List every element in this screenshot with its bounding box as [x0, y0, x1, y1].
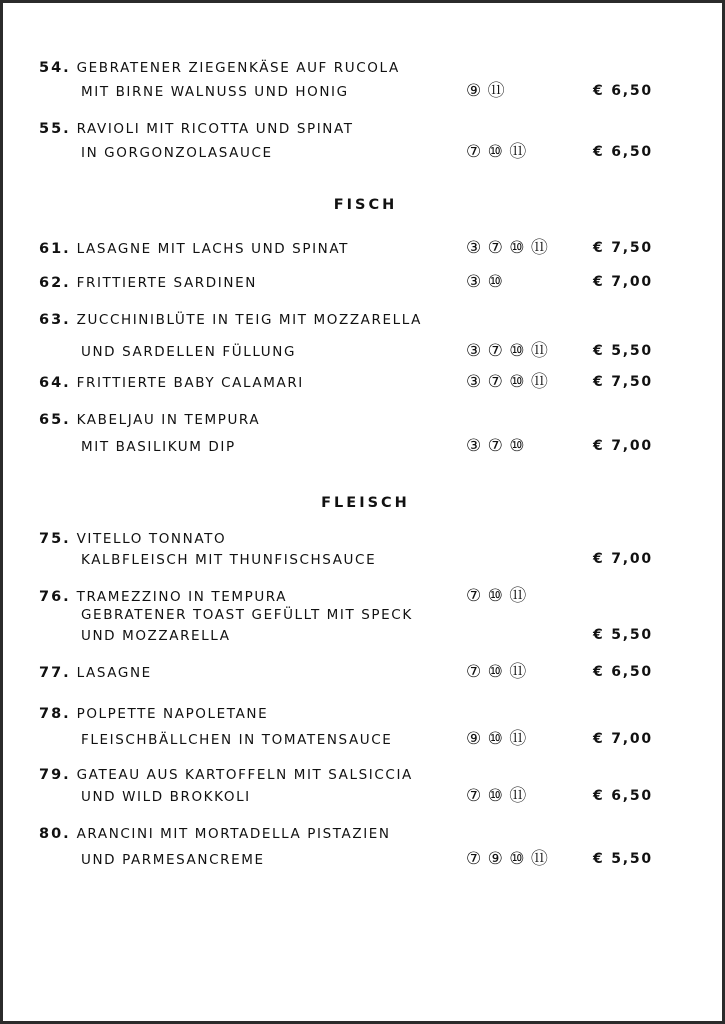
item-price: € 6,50	[593, 144, 653, 160]
menu-item-80-line2: UND PARMESANCREME	[81, 852, 265, 868]
menu-item-55-line1	[39, 121, 354, 137]
menu-item-62	[39, 275, 257, 291]
item-price: € 7,50	[593, 374, 653, 390]
allergen-codes: ⑦ ⑨ ⑩ ⑪	[466, 849, 549, 869]
menu-item-79-line2: UND WILD BROKKOLI	[81, 789, 251, 805]
allergen-codes: ⑦ ⑩ ⑪	[466, 786, 527, 806]
item-price: € 5,50	[593, 627, 653, 643]
section-title-fisch: FISCH	[333, 197, 398, 213]
menu-item-64	[39, 375, 304, 391]
menu-item-75-line1	[39, 531, 226, 547]
allergen-codes: ⑦ ⑩ ⑪	[466, 142, 527, 162]
item-number: 77.	[39, 665, 71, 681]
allergen-codes: ⑦ ⑩ ⑪	[466, 662, 527, 682]
item-number: 61.	[39, 241, 71, 257]
item-title: LASAGNE	[76, 665, 152, 681]
allergen-codes: ③ ⑦ ⑩	[466, 436, 526, 456]
menu-item-61	[39, 241, 349, 257]
item-price: € 7,50	[593, 240, 653, 256]
menu-item-76-line1	[39, 589, 287, 605]
menu-item-80-line1	[39, 826, 391, 842]
item-price: € 7,00	[593, 274, 653, 290]
item-number: 75.	[39, 531, 71, 547]
item-number: 54.	[39, 60, 71, 76]
allergen-codes: ③ ⑦ ⑩ ⑪	[466, 238, 549, 258]
item-price: € 7,00	[593, 438, 653, 454]
item-price: € 7,00	[593, 731, 653, 747]
item-title: ARANCINI MIT MORTADELLA PISTAZIEN	[76, 826, 391, 842]
menu-item-63-line2: UND SARDELLEN FÜLLUNG	[81, 344, 297, 360]
item-price: € 6,50	[593, 664, 653, 680]
item-title: FRITTIERTE SARDINEN	[76, 275, 257, 291]
item-title: RAVIOLI MIT RICOTTA UND SPINAT	[76, 121, 354, 137]
item-title: ZUCCHINIBLÜTE IN TEIG MIT MOZZARELLA	[76, 312, 422, 328]
menu-item-63-line1	[39, 312, 422, 328]
item-price: € 5,50	[593, 851, 653, 867]
item-title: TRAMEZZINO IN TEMPURA	[76, 589, 288, 605]
item-number: 79.	[39, 767, 71, 783]
item-number: 65.	[39, 412, 71, 428]
item-title: GATEAU AUS KARTOFFELN MIT SALSICCIA	[76, 767, 413, 783]
menu-item-77	[39, 665, 152, 681]
menu-item-65-line2: MIT BASILIKUM DIP	[81, 439, 236, 455]
allergen-codes: ③ ⑩	[466, 272, 504, 292]
menu-item-76-line3: UND MOZZARELLA	[81, 628, 231, 644]
menu-item-78-line2: FLEISCHBÄLLCHEN IN TOMATENSAUCE	[81, 732, 393, 748]
item-price: € 5,50	[593, 343, 653, 359]
menu-item-79-line1	[39, 767, 413, 783]
menu-item-78-line1	[39, 706, 268, 722]
menu-item-75-line2: KALBFLEISCH MIT THUNFISCHSAUCE	[81, 552, 377, 568]
item-number: 55.	[39, 121, 71, 137]
item-title: KABELJAU IN TEMPURA	[76, 412, 261, 428]
allergen-codes: ③ ⑦ ⑩ ⑪	[466, 341, 549, 361]
item-number: 63.	[39, 312, 71, 328]
menu-item-76-line2: GEBRATENER TOAST GEFÜLLT MIT SPECK	[81, 607, 413, 623]
item-number: 62.	[39, 275, 71, 291]
item-number: 64.	[39, 375, 71, 391]
item-number: 78.	[39, 706, 71, 722]
allergen-codes: ③ ⑦ ⑩ ⑪	[466, 372, 549, 392]
allergen-codes: ⑦ ⑩ ⑪	[466, 586, 527, 606]
item-price: € 6,50	[593, 83, 653, 99]
item-number: 76.	[39, 589, 71, 605]
item-price: € 6,50	[593, 788, 653, 804]
item-title: GEBRATENER ZIEGENKÄSE AUF RUCOLA	[76, 60, 400, 76]
menu-item-65-line1	[39, 412, 260, 428]
item-title: POLPETTE NAPOLETANE	[76, 706, 269, 722]
section-title-fleisch: FLEISCH	[321, 495, 410, 511]
item-title: FRITTIERTE BABY CALAMARI	[76, 375, 304, 391]
item-title: LASAGNE MIT LACHS UND SPINAT	[76, 241, 349, 257]
item-title: VITELLO TONNATO	[76, 531, 227, 547]
menu-item-55-line2: IN GORGONZOLASAUCE	[81, 145, 273, 161]
item-number: 80.	[39, 826, 71, 842]
item-price: € 7,00	[593, 551, 653, 567]
allergen-codes: ⑨ ⑩ ⑪	[466, 729, 527, 749]
menu-item-54-line1	[39, 60, 400, 76]
allergen-codes: ⑨ ⑪	[466, 81, 506, 101]
menu-item-54-line2: MIT BIRNE WALNUSS UND HONIG	[81, 84, 349, 100]
